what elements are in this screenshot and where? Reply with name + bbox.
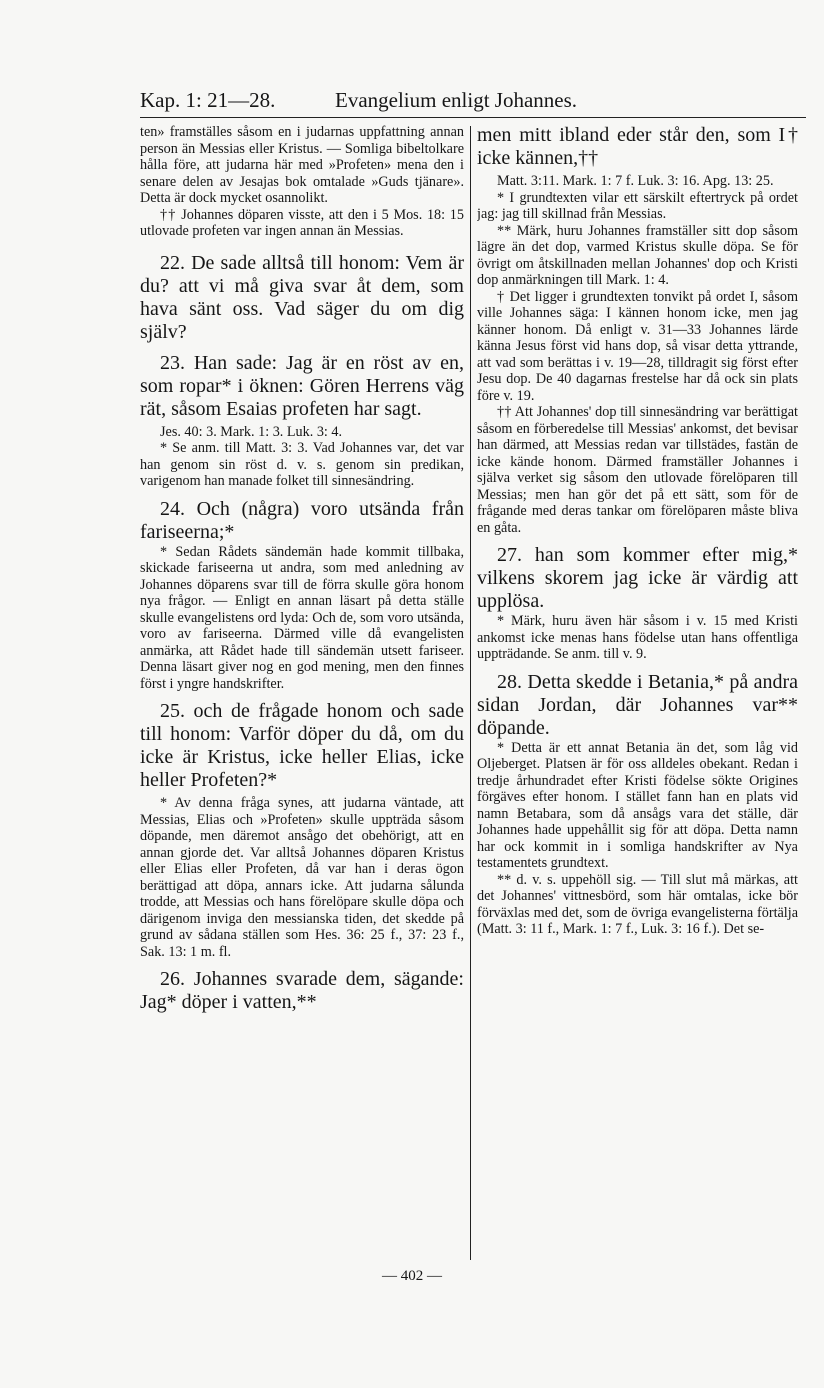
- note-paragraph: ten» framställes såsom en i judarnas uppfattning annan person än Messias eller Kristus. — Somliga bibeltolkare hålla före, att judarna här med »Profeten» mena den i senare delen av Jesajas bok omtalade »Guds tjänare». Detta är dock mycket osannolikt.: [140, 124, 464, 206]
- verse-paragraph: 26. Johannes svarade dem, sägande: Jag* döper i vatten,**: [140, 968, 464, 1013]
- verse-paragraph: 24. Och (några) voro utsända från fariseerna;*: [140, 497, 464, 543]
- note-paragraph: Matt. 3:11. Mark. 1: 7 f. Luk. 3: 16. Apg. 13: 25.: [497, 173, 774, 189]
- note-paragraph: * Märk, huru även här såsom i v. 15 med Kristi ankomst icke menas hans födelse utan hans offentliga uppträdande. Se anm. till v. 9.: [477, 613, 798, 662]
- note-paragraph: * Av denna fråga synes, att judarna väntade, att Messias, Elias och »Profeten» skulle uppträda såsom döpande, men däremot ansågo det obehörigt, att en annan gjorde det. Var alltså Johannes döparen Kristus eller Elias eller Profeten, då var han i deras ögon berättigad att döpa, annars icke. Att judarna sålunda trodde, att Messias och hans förelöpare skulle döpa och därigenom inviga den messianska tiden, det skedde på grund av sådana ställen som Hes. 36: 25 f., 37: 23 f., Sak. 13: 1 m. fl.: [140, 795, 464, 960]
- verse-paragraph: 28. Detta skedde i Betania,* på andra sidan Jordan, där Johannes var** döpande.: [477, 670, 798, 739]
- column-divider: [470, 126, 471, 1260]
- verse-paragraph: 25. och de frågade honom och sade till honom: Varför döper du då, om du icke är Kristus, icke heller Elias, icke heller Profeten?*: [140, 700, 464, 791]
- note-paragraph: ** d. v. s. uppehöll sig. — Till slut må märkas, att det Johannes' vittnesbörd, som här omtalas, icke bör förväxlas med det, som de övriga evangelisterna förtälja (Matt. 3: 11 f., Mark. 1: 7 f., Luk. 3: 16 f.). Det se-: [477, 871, 798, 937]
- note-paragraph: * Detta är ett annat Betania än det, som låg vid Oljeberget. Platsen är för oss alldeles obekant. Redan i tredje århundradet efter Kristi födelse sökte Origines förgäves efter honom. I stället fann han en plats vid namn Betabara, som då ansågs vara det ställe, där Johannes hade uppehållit sig för att döpa. Detta namn har ock kommit in i somliga handskrifter av Nya testamentets grundtext.: [477, 739, 798, 871]
- verse-paragraph: 22. De sade alltså till honom: Vem är du? att vi må giva svar åt dem, som hava sänt oss. Vad säger du om dig själv?: [140, 251, 464, 343]
- note-paragraph: * Se anm. till Matt. 3: 3. Vad Johannes var, det var han genom sin röst d. v. s. genom sin predikan, varigenom han manade folket till sinnesändring.: [140, 440, 464, 489]
- note-paragraph: * Sedan Rådets sändemän hade kommit tillbaka, skickade fariseerna ut andra, som med anledning av Johannes döparens svar till de förra skulle göra honom nya frågor. — Enligt en annan läsart på detta ställe skulle evangelistens ord lyda: Och de, som voro utsända, voro av fariseerna. Därmed ville då evangelisten anmärka, att Rådet hade till sändemän utsett fariseer. Denna läsart giver nog en god mening, men den finnes först i yngre handskrifter.: [140, 543, 464, 692]
- page-number: — 402 —: [382, 1268, 442, 1284]
- note-paragraph: ** Märk, huru Johannes framställer sitt dop såsom lägre än det dop, varmed Kristus skulle döpa. Se för övrigt om åtskillnaden mellan Johannes' dop och Kristi dop anmärkningen till Mark. 1: 4.: [477, 222, 798, 288]
- note-paragraph: †† Johannes döparen visste, att den i 5 Mos. 18: 15 utlovade profeten var ingen annan än Messias.: [140, 206, 464, 239]
- book-title: Evangelium enligt Johannes.: [335, 88, 578, 112]
- note-paragraph: Jes. 40: 3. Mark. 1: 3. Luk. 3: 4.: [160, 423, 343, 440]
- chapter-reference: Kap. 1: 21—28.: [140, 88, 276, 112]
- verse-paragraph: men mitt ibland eder står den, som I† icke kännen,††: [477, 124, 798, 169]
- verse-paragraph: 27. han som kommer efter mig,* vilkens skorem jag icke är värdig att upplösa.: [477, 544, 798, 612]
- verse-paragraph: 23. Han sade: Jag är en röst av en, som ropar* i öknen: Gören Herrens väg rät, såsom Esaias profeten har sagt.: [140, 351, 464, 420]
- right-column: [477, 124, 798, 1264]
- note-paragraph: †† Att Johannes' dop till sinnesändring var berättigat såsom en förberedelse till Messias' ankomst, det bevisar han därmed, att Messias redan var tillstädes, fastän de icke kände honom. Därmed framställer Johannes i själva verket sig såsom den utlovade förelöparen till Messias; men han gör det på ett sätt, som för de frågande med deras tankar om förelöparen måste bliva en gåta.: [477, 404, 798, 536]
- note-paragraph: † Det ligger i grundtexten tonvikt på ordet I, såsom ville Johannes säga: I kännen honom icke, men jag känner honom. Då enligt v. 31—33 Johannes lärde känna Jesus först vid hans dop, så visar detta yttrande, att vad som berättas i v. 19—28, tilldragit sig först efter Jesu dop. De 40 dagarnas frestelse har då ock sin plats före v. 19.: [477, 288, 798, 404]
- note-paragraph: * I grundtexten vilar ett särskilt eftertryck på ordet jag: jag till skillnad från Messias.: [477, 189, 798, 222]
- left-column: [140, 124, 464, 1264]
- header-rule: [140, 117, 806, 118]
